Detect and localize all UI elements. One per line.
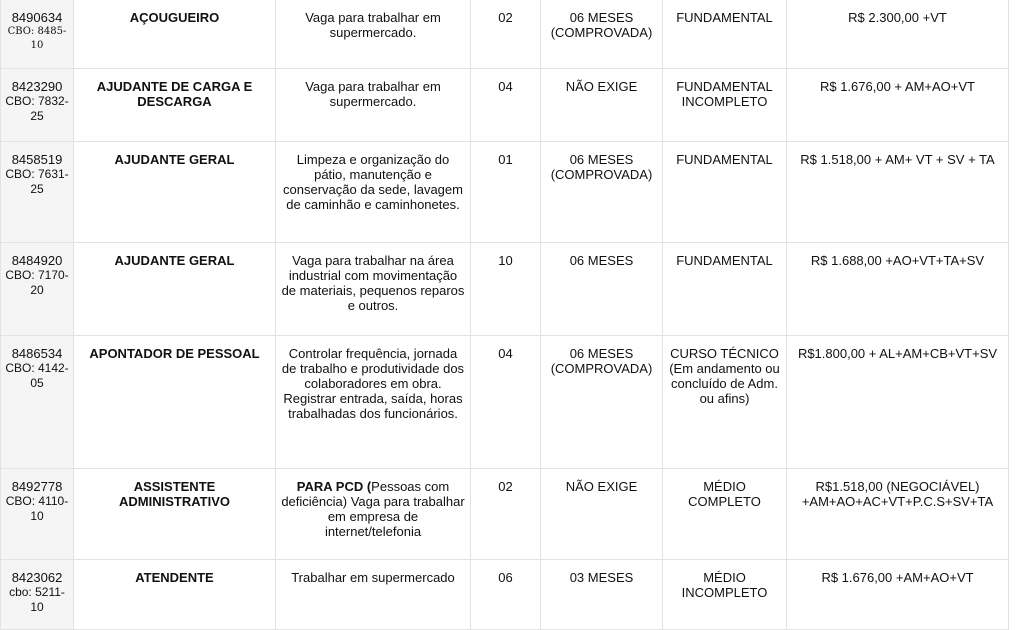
job-quantity: 02 — [471, 469, 541, 560]
table-row — [1, 560, 1009, 630]
job-description — [276, 469, 471, 560]
job-rows — [1, 0, 1009, 630]
job-code: 8486534 — [11, 346, 63, 361]
job-salary: R$ 2.300,00 +VT — [787, 0, 1009, 69]
job-education: FUNDAMENTAL INCOMPLETO — [663, 69, 787, 142]
job-experience: NÃO EXIGE — [541, 69, 663, 142]
job-education: CURSO TÉCNICO (Em andamento ou concluído de Adm. ou afins) — [663, 336, 787, 469]
job-description — [276, 560, 471, 630]
job-code-cell — [1, 243, 74, 336]
job-experience: 06 MESES (COMPROVADA) — [541, 0, 663, 69]
table-row — [1, 243, 1009, 336]
job-salary: R$1.800,00 + AL+AM+CB+VT+SV — [787, 336, 1009, 469]
desc-text: Trabalhar em supermercado — [291, 570, 455, 585]
job-quantity: 06 — [471, 560, 541, 630]
desc-text: Limpeza e organização do pátio, manutenção e conservação da sede, lavagem de caminhão e caminhonetes. — [283, 152, 463, 212]
job-code-cell — [1, 69, 74, 142]
job-salary: R$ 1.518,00 + AM+ VT + SV + TA — [787, 142, 1009, 243]
job-experience: NÃO EXIGE — [541, 469, 663, 560]
job-title: AJUDANTE GERAL — [74, 243, 276, 336]
cbo-code: CBO: 7832-25 — [5, 94, 69, 123]
job-experience: 06 MESES — [541, 243, 663, 336]
job-experience: 06 MESES (COMPROVADA) — [541, 336, 663, 469]
job-code: 8423062 — [11, 570, 63, 585]
job-code-cell — [1, 336, 74, 469]
job-description — [276, 336, 471, 469]
job-salary: R$ 1.676,00 +AM+AO+VT — [787, 560, 1009, 630]
job-quantity: 10 — [471, 243, 541, 336]
job-title: AÇOUGUEIRO — [74, 0, 276, 69]
job-description — [276, 243, 471, 336]
desc-text: Controlar frequência, jornada de trabalho e produtividade dos colaboradores em obra. Registrar entrada, saída, horas trabalhadas dos funcionários. — [281, 346, 465, 421]
cbo-code: CBO: 8485-10 — [7, 26, 67, 51]
job-title: APONTADOR DE PESSOAL — [74, 336, 276, 469]
job-code-cell — [1, 142, 74, 243]
job-quantity: 02 — [471, 0, 541, 69]
cbo-code: cbo: 5211-10 — [9, 585, 65, 614]
table-row — [1, 336, 1009, 469]
desc-emphasis: PARA PCD ( — [296, 479, 372, 494]
job-code: 8490634 — [11, 10, 63, 25]
job-code-cell — [1, 0, 74, 69]
desc-text: Vaga para trabalhar em supermercado. — [305, 10, 441, 40]
job-education: FUNDAMENTAL — [663, 0, 787, 69]
job-title: AJUDANTE GERAL — [74, 142, 276, 243]
job-experience: 06 MESES (COMPROVADA) — [541, 142, 663, 243]
desc-text: Pessoas com deficiência) Vaga para trabalhar em empresa de internet/telefonia — [281, 479, 465, 539]
table-row — [1, 142, 1009, 243]
desc-text: Vaga para trabalhar em supermercado. — [305, 79, 441, 109]
job-quantity: 04 — [471, 69, 541, 142]
job-description — [276, 0, 471, 69]
cbo-code: CBO: 4110-10 — [5, 494, 69, 523]
cbo-code: CBO: 4142-05 — [5, 361, 69, 390]
table-row — [1, 0, 1009, 69]
job-code-cell — [1, 560, 74, 630]
job-title: ATENDENTE — [74, 560, 276, 630]
cbo-code: CBO: 7631-25 — [5, 167, 69, 196]
table-row — [1, 69, 1009, 142]
job-salary: R$ 1.676,00 + AM+AO+VT — [787, 69, 1009, 142]
job-code: 8484920 — [11, 253, 63, 268]
job-code: 8423290 — [11, 79, 63, 94]
job-education: FUNDAMENTAL — [663, 142, 787, 243]
job-quantity: 01 — [471, 142, 541, 243]
job-education: MÉDIO COMPLETO — [663, 469, 787, 560]
job-experience: 03 MESES — [541, 560, 663, 630]
job-description — [276, 69, 471, 142]
job-education: MÉDIO INCOMPLETO — [663, 560, 787, 630]
job-salary: R$1.518,00 (NEGOCIÁVEL) +AM+AO+AC+VT+P.C.S+SV+TA — [787, 469, 1009, 560]
table-row — [1, 469, 1009, 560]
cbo-code: CBO: 7170-20 — [5, 268, 69, 297]
job-description — [276, 142, 471, 243]
job-code: 8492778 — [11, 479, 63, 494]
job-code-cell — [1, 469, 74, 560]
job-title: ASSISTENTE ADMINISTRATIVO — [74, 469, 276, 560]
job-education: FUNDAMENTAL — [663, 243, 787, 336]
job-code: 8458519 — [11, 152, 63, 167]
desc-text: Vaga para trabalhar na área industrial com movimentação de materiais, pequenos reparos e outros. — [281, 253, 465, 313]
job-salary: R$ 1.688,00 +AO+VT+TA+SV — [787, 243, 1009, 336]
job-title: AJUDANTE DE CARGA E DESCARGA — [74, 69, 276, 142]
job-quantity: 04 — [471, 336, 541, 469]
